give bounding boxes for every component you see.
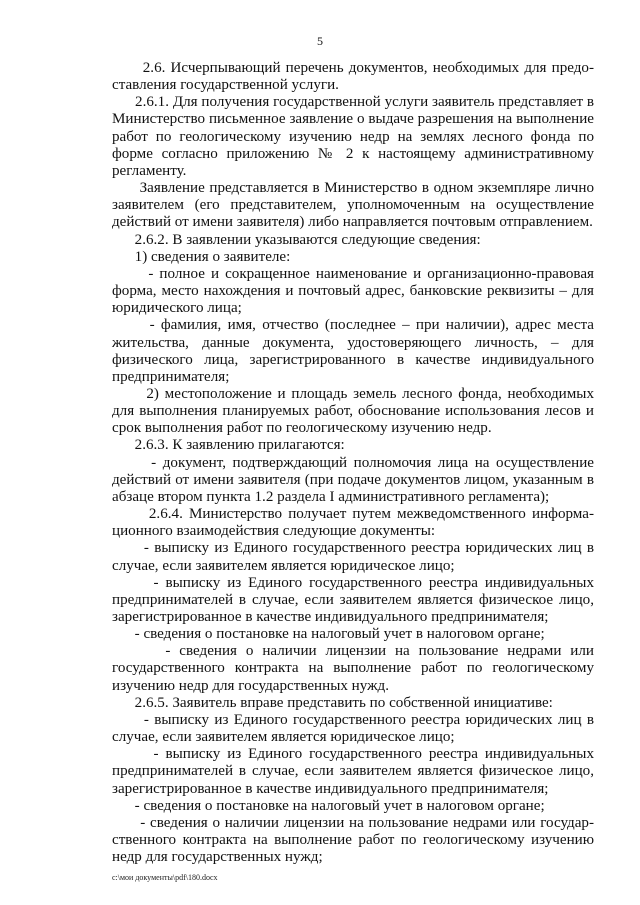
list-item-license-info: - сведения о наличии лицензии на пользование недрами или государственного контракта на выполнение работ по геологическому изучению недр для государственных нужд. (112, 643, 594, 694)
paragraph-2-6-3: 2.6.3. К заявлению прилагаются: (112, 437, 345, 454)
list-item-applicant-info: 1) сведения о заявителе: (112, 248, 291, 265)
paragraph-2-6-1: 2.6.1. Для получения государственной услуги заявитель представляет в Министерство письменное заявление о выдаче разрешения на выполнение работ по геологическому изучению недр на землях лесного фонда по форме согласно приложению № 2 к настоящему административному регламенту. (112, 94, 594, 179)
list-item-legal-registry-extract-optional: - выписку из Единого государственного реестра юридических лиц в случае, если заявителем является юридическое лицо; (112, 711, 594, 746)
document-body (112, 60, 594, 866)
list-item-entrepreneur-registry-extract: - выписку из Единого государственного реестра индивидуальных предпринимателей в случае, если заявителем является физическое лицо, зарегистрированное в качестве индивидуального предпринимателя; (112, 574, 594, 625)
footer-file-path: c:\мои документы\pdf\180.docx (112, 873, 218, 882)
paragraph-2-6-2: 2.6.2. В заявлении указываются следующие сведения: (112, 231, 481, 248)
list-item-legal-entity: - полное и сокращенное наименование и организационно-правовая форма, место нахождения и почтовый адрес, банковские реквизиты – для юридического лица; (112, 265, 594, 317)
list-item-legal-registry-extract: - выписку из Единого государственного реестра юридических лиц в случае, если заявителем является юридическое лицо; (112, 540, 594, 574)
paragraph-2-6-5: 2.6.5. Заявитель вправе представить по собственной инициативе: (112, 694, 553, 711)
list-item-individual-entrepreneur: - фамилия, имя, отчество (последнее – при наличии), адрес места жительства, данные документа, удостоверяющего личность, – для физического лица, зарегистрированного в качестве индивидуального предпринимателя; (112, 317, 594, 385)
list-item-license-info-optional: - сведения о наличии лицензии на пользование недрами или государственного контракта на выполнение работ по геологическому изучению недр для государственных нужд; (112, 814, 594, 866)
list-item-land-location: 2) местоположение и площадь земель лесного фонда, необходимых для выполнения планируемых работ, обоснование использования лесов и срок выполнения работ по геологическому изучению недр. (112, 385, 594, 437)
paragraph-2-6: 2.6. Исчерпывающий перечень документов, необходимых для предоставления государственной услуги. (112, 60, 594, 94)
list-item-tax-registration-optional: - сведения о постановке на налоговый учет в налоговом органе; (112, 797, 545, 814)
list-item-authority-document: - документ, подтверждающий полномочия лица на осуществление действий от имени заявителя (при подаче документов лицом, указанным в абзаце втором пункта 1.2 раздела I административного регламента); (112, 454, 594, 505)
paragraph-application-submission: Заявление представляется в Министерство в одном экземпляре лично заявителем (его представителем, уполномоченным на осуществление действий от имени заявителя) либо направляется почтовым отправлением. (112, 180, 594, 231)
list-item-entrepreneur-registry-extract-optional: - выписку из Единого государственного реестра индивидуальных предпринимателей в случае, если заявителем является физическое лицо, зарегистрированное в качестве индивидуального предпринимателя; (112, 746, 594, 797)
list-item-tax-registration: - сведения о постановке на налоговый учет в налоговом органе; (112, 626, 545, 643)
page-number: 5 (317, 34, 323, 48)
paragraph-2-6-4: 2.6.4. Министерство получает путем межведомственного информационного взаимодействия следующие документы: (112, 506, 594, 540)
